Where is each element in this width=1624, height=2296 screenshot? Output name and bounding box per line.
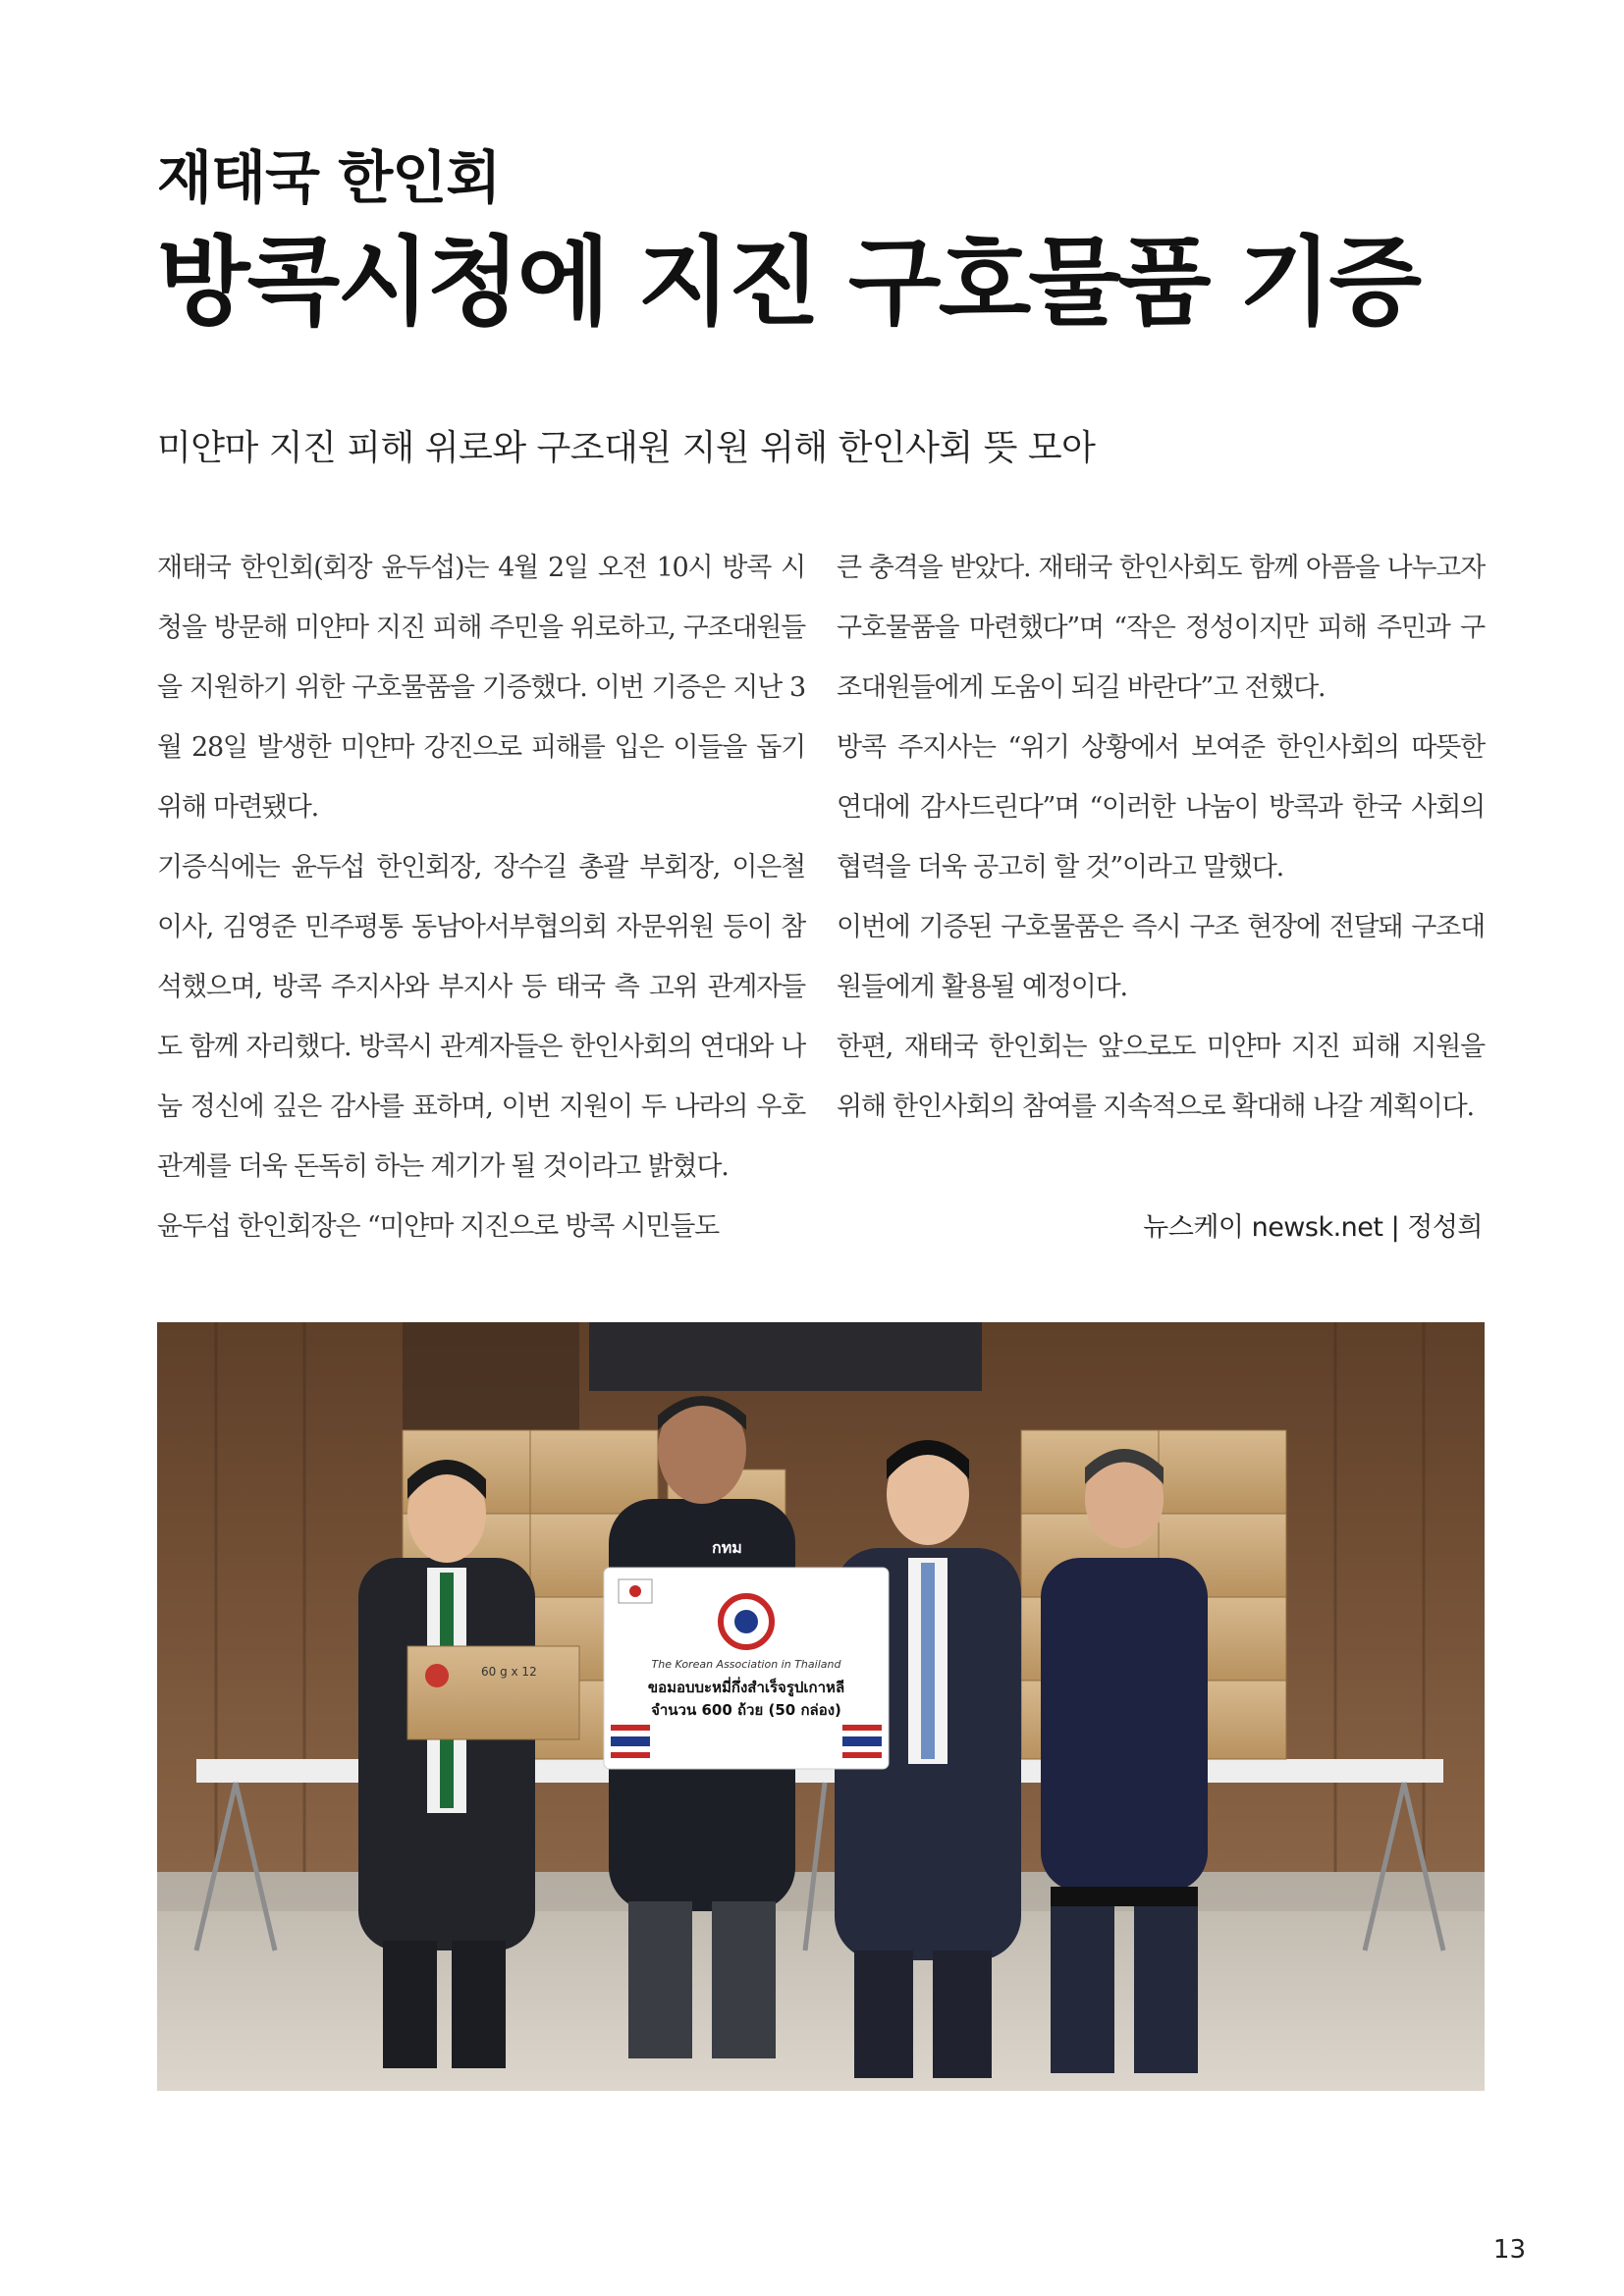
body-paragraph: 한편, 재태국 한인회는 앞으로도 미얀마 지진 피해 지원을 위해 한인사회의 참여를 지속적으로 확대해 나갈 계획이다. [837,1032,1485,1122]
body-paragraph: 방콕 주지사는 “위기 상황에서 보여준 한인사회의 따뜻한 연대에 감사드린다”며 “이러한 나눔이 방콕과 한국 사회의 협력을 더욱 공고히 할 것”이라고 말했다. [837,732,1485,882]
article-headline: 방콕시청에 지진 구호물품 기증 [157,227,1420,339]
article-byline: 뉴스케이 newsk.net | 정성희 [1143,1212,1483,1243]
thai-flag-right [842,1725,882,1758]
certificate-org: The Korean Association in Thailand [651,1658,841,1671]
certificate-line-1: ขอมอบบะหมี่กึ่งสำเร็จรูปเกาหลี [647,1679,845,1696]
back-panel [403,1322,579,1440]
body-paragraph: 이번에 기증된 구호물품은 즉시 구조 현장에 전달돼 구조대원들에게 활용될 예정이다. [837,912,1485,1002]
donation-certificate [604,1568,889,1769]
body-paragraph: 재태국 한인회(회장 윤두섭)는 4월 2일 오전 10시 방콕 시청을 방문해 미얀마 지진 피해 주민을 위로하고, 구조대원들을 지원하기 위한 구호물품을 기증했다. 이번 기증은 지난 3월 28일 발생한 미얀마 강진으로 피해를 입은 이들을 돕기 위해 마련됐다. [157,553,805,823]
photo-illustration [157,1322,1485,2091]
article-body-left-column [157,538,805,1256]
floor-reflection [157,1872,1485,1911]
body-paragraph: 큰 충격을 받았다. 재태국 한인사회도 함께 아픔을 나누고자 구호물품을 마련했다”며 “작은 정성이지만 피해 주민과 구조대원들에게 도움이 되길 바란다”고 전했다. [837,553,1485,703]
article-body-right-column [837,538,1485,1137]
body-paragraph: 윤두섭 한인회장은 “미얀마 지진으로 방콕 시민들도 [157,1211,720,1242]
back-screen [589,1322,982,1391]
page-number: 13 [1492,2235,1526,2265]
article-subheadline: 미얀마 지진 피해 위로와 구조대원 지원 위해 한인사회 뜻 모아 [157,428,1096,468]
donation-ceremony-photo [157,1322,1485,2091]
thai-flag-left [611,1725,650,1758]
body-paragraph: 기증식에는 윤두섭 한인회장, 장수길 총괄 부회장, 이은철 이사, 김영준 민주평통 동남아서부협의회 자문위원 등이 참석했으며, 방콕 주지사와 부지사 등 태국 측 고위 관계자들도 함께 자리했다. 방콕시 관계자들은 한인사회의 연대와 나눔 정신에 깊은 감사를 표하며, 이번 지원이 두 나라의 우호 관계를 더욱 돈독히 하는 계기가 될 것이라고 밝혔다. [157,852,805,1182]
certificate-line-2: จำนวน 600 ถ้วย (50 กล่อง) [651,1701,841,1719]
box-label: 60 g x 12 [481,1665,537,1679]
jacket-text: กทม [712,1538,742,1557]
article-kicker: 재태국 한인회 [157,144,501,211]
